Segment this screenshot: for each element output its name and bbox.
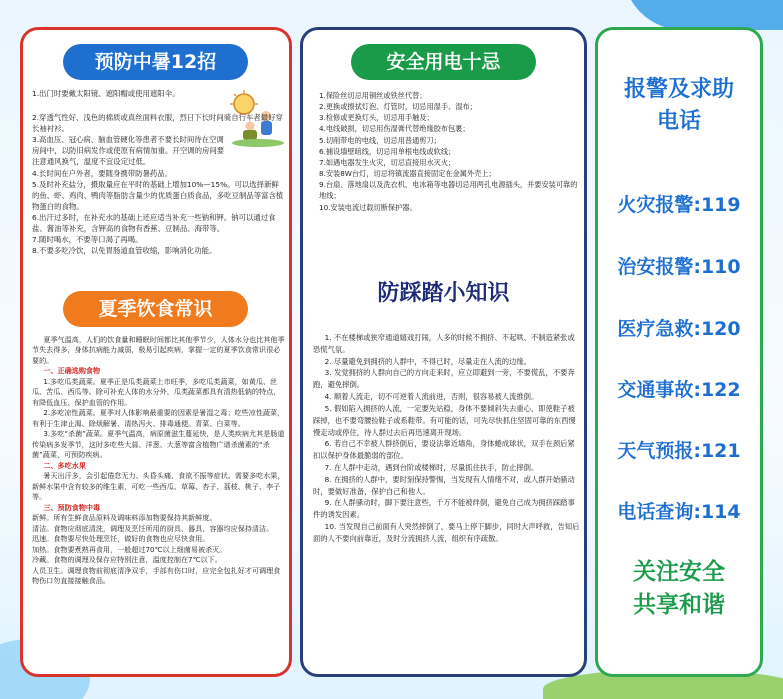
panel-electric-stampede [300, 27, 587, 677]
heat-list [32, 112, 286, 256]
panel-heat-diet [20, 27, 292, 677]
hotline-item: 交通事故:122 [617, 379, 741, 401]
electric-item: 7.如遇电器发生火灾，切忌直接用水灭火； [319, 157, 456, 167]
hotline-heading [598, 74, 760, 138]
hotline-item: 医疗急救:120 [617, 318, 741, 340]
electric-item: 4.电线破损，切忌用伤湿膏代替绝缘胶布包裹； [319, 124, 470, 134]
heat-item: 7.随时喝水，不要等口渴了再喝。 [32, 235, 143, 245]
electric-title: 安全用电十忌 [351, 44, 536, 80]
heat-item: 6.出汗过多时，在补充水的基础上还应适当补充一些钠和钾。钠可以通过食盐、酱油等补充，含钾高的食物有香蕉、豆制品、海带等。 [32, 212, 276, 234]
heat-item: 1.出门时要戴太阳镜、遮阳帽或使用遮阳伞。 [32, 89, 180, 98]
stampede-item: 1. 不在楼梯或狭窄通道嬉戏打闹，人多的时候不拥挤、不起哄、不制造紧张或恐慌气氛。 [313, 333, 575, 354]
electric-item: 6.捕设墙壁暗线，切忌用单根电线或软线； [319, 146, 456, 156]
hotline-item: 火灾报警:119 [617, 194, 741, 216]
electric-item: 1.保险丝切忌用铜丝或铁丝代替； [319, 91, 427, 100]
electric-item: 10.安装电流过载切断保护器。 [319, 202, 417, 212]
diet-paragraph: 新鲜。所有生鲜食品原料及调味料添加物要保持其新鲜度。 [32, 513, 217, 523]
stampede-title: 防踩踏小知识 [377, 281, 510, 306]
stampede-item: 10. 当发现自己前面有人突然摔倒了，要马上停下脚步，同时大声呼救，告知后面的人不要向前靠近，及时分流拥挤人流，组织有序疏散。 [313, 522, 580, 543]
hotline-item: 天气预报:121 [617, 440, 741, 462]
diet-content [32, 335, 286, 587]
stampede-item: 2. 尽量避免到拥挤的人群中，不得已时，尽量走在人流的边缘。 [324, 356, 531, 366]
heat-item: 8.不要多吃冷饮，以免胃肠道血管收缩，影响消化功能。 [32, 246, 217, 256]
heat-item: 2.穿透气性好、浅色的棉质或真丝面料衣服，烈日下长时间骑自行车者最好穿长袖衬衫。 [32, 113, 283, 134]
safety-slogan [598, 556, 760, 623]
heat-item: 5.及时补充盐分，摄取量应在平时的基础上增加10%—15%。可以选择新鲜的鱼、虾、鸡肉、鸭肉等脂肪含量少的优质蛋白质食品，多吃豆制品等富含植物蛋白的食物。 [32, 179, 284, 211]
electric-item: 3.检修或更换灯头，切忌用手触及； [319, 113, 434, 123]
slogan-line: 关注安全 [633, 559, 725, 585]
diet-paragraph: 加热。食物要煮熟再食用，一般超过70℃以上细菌易被杀灭。 [32, 544, 227, 554]
diet-paragraph: 暑天出汗多，会引起倦怠无力、头昏头痛、食欲不振等症状。需要多吃水果，新鲜水果中含有较多的维生素，可吃一些西瓜、草莓、杏子、荔枝、桃子、李子等。 [32, 471, 285, 502]
stampede-item: 6. 若自己不幸被人群挤倒后，要设法靠近墙角，身体蜷成球状，双手在颈后紧扣以保护身体最脆弱的部位。 [313, 439, 575, 461]
diet-section-heading: 三、预防食物中毒 [43, 502, 101, 512]
diet-paragraph: 迅速。食物要尽快处理烹饪，做好的食物也应尽快食用。 [32, 534, 210, 544]
diet-paragraph: 冷藏。食物的调理及保存应特别注意，温度控制在7℃以下。 [32, 555, 222, 565]
electric-list [319, 90, 581, 213]
diet-paragraph: 3.多吃“杀菌”蔬菜。夏季气温高，病原菌滋生蔓延快，是人类疾病尤其是肠道传染病多发季节，这时多吃些大蒜、洋葱、大葱等富含植物广谱杀菌素的“杀菌”蔬菜，可预防疾病。 [32, 429, 285, 460]
electric-item: 9.台扇、落地扇以及洗衣机、电冰箱等电器切忌用两孔电源插头，并要安装可靠的地线； [319, 180, 578, 201]
diet-paragraph: 清洁。食物应彻底清洗，调理及烹饪所用的厨具、器具、容器均应保持清洁。 [32, 523, 274, 533]
hotline-heading-line: 电话 [656, 108, 701, 134]
stampede-item: 5. 假如陷入拥挤的人流，一定要先站稳，身体不要倾斜失去重心，即使鞋子被踩掉，也不要弯腰捡鞋子或系鞋带。有可能的话，可先尽快抓住坚固可靠的东西慢慢走动或停住，待人群过去后再迅速离开现场。 [313, 403, 576, 437]
diet-paragraph: 2.多吃凉性蔬菜。夏季对人体影响最重要的因素是暑湿之毒；吃些凉性蔬菜，有利于生津止渴、除烦解暑、清热泻火、排毒通便。青菜、白菜等。 [32, 408, 285, 428]
heat-item: 3.高血压、冠心病、脑血管硬化等患者不要长时间待在空调房间中，以防旧病发作或使原有病情加重。开空调的房间要注意通风换气，温度不宜设定过低。 [32, 135, 225, 167]
stampede-list [313, 332, 581, 545]
diet-section-heading: 一、正确选购食物 [43, 366, 101, 376]
stampede-item: 8. 在拥挤的人群中，要时刻保持警惕，当发现有人情绪不对，或人群开始骚动时，要做好准备，保护自己和他人。 [313, 474, 575, 496]
stampede-item: 4. 顺着人流走，切不可逆着人流前进，否则，很容易被人流推倒。 [324, 392, 539, 402]
stampede-item: 9. 在人群骚动时，脚下要注意些，千万不能被绊倒，避免自己成为拥挤踩踏事件的诱发因素。 [313, 498, 575, 520]
slogan-line: 共享和谐 [633, 592, 725, 619]
diet-section-heading: 二、多吃水果 [43, 460, 86, 470]
electric-item: 2.更换或擦拭灯泡、灯管时，切忌用湿手、湿布； [319, 102, 477, 112]
diet-intro: 夏季气温高，人们的饮食量和睡眠时间都比其他季节少，人体水分也比其他季节失去得多，身体抗病能力减弱，极易引起疾病，掌握一定的夏季饮食常识很必要的。 [32, 335, 285, 365]
electric-item: 8.安装8W台灯，切忌将镇流器直接固定在金属外壳上； [319, 169, 496, 179]
stampede-item: 3. 发觉拥挤的人群向自己的方向走来时，应立即避到一旁，不要慌乱，不要奔跑，避免摔倒。 [313, 368, 575, 390]
diet-title: 夏季饮食常识 [63, 291, 248, 327]
heat-list-top [32, 88, 227, 99]
hotline-item: 治安报警:110 [617, 256, 741, 278]
heat-title: 预防中暑12招 [63, 44, 248, 80]
hotline-item: 电话查询:114 [617, 501, 741, 523]
electric-item: 5.切削带电的电线，切忌用普通剪刀； [319, 135, 441, 145]
diet-paragraph: 人员卫生。调理食物前彻底清净双手，手部有伤口时，应完全包扎好才可调理食物伤口勿直接接触食品。 [32, 565, 281, 586]
panel-hotlines [595, 27, 763, 677]
hotline-heading-line: 报警及求助 [623, 77, 734, 102]
heat-item: 4.长时间在户外者，要随身携带防暑药品。 [32, 168, 173, 178]
stampede-item: 7. 在人群中走动，遇到台阶或楼梯时，尽量抓住扶手，防止摔倒。 [324, 462, 539, 472]
corner-decoration [623, 0, 783, 30]
diet-paragraph: 1.多吃瓜类蔬菜。夏季正是瓜类蔬菜上市旺季，多吃瓜类蔬菜，如黄瓜、丝瓜、苦瓜、西瓜等。除可补充人体的水分外，瓜类蔬菜都具有清热低钠的特点，有降低血压、保护血管的作用。 [32, 376, 281, 407]
